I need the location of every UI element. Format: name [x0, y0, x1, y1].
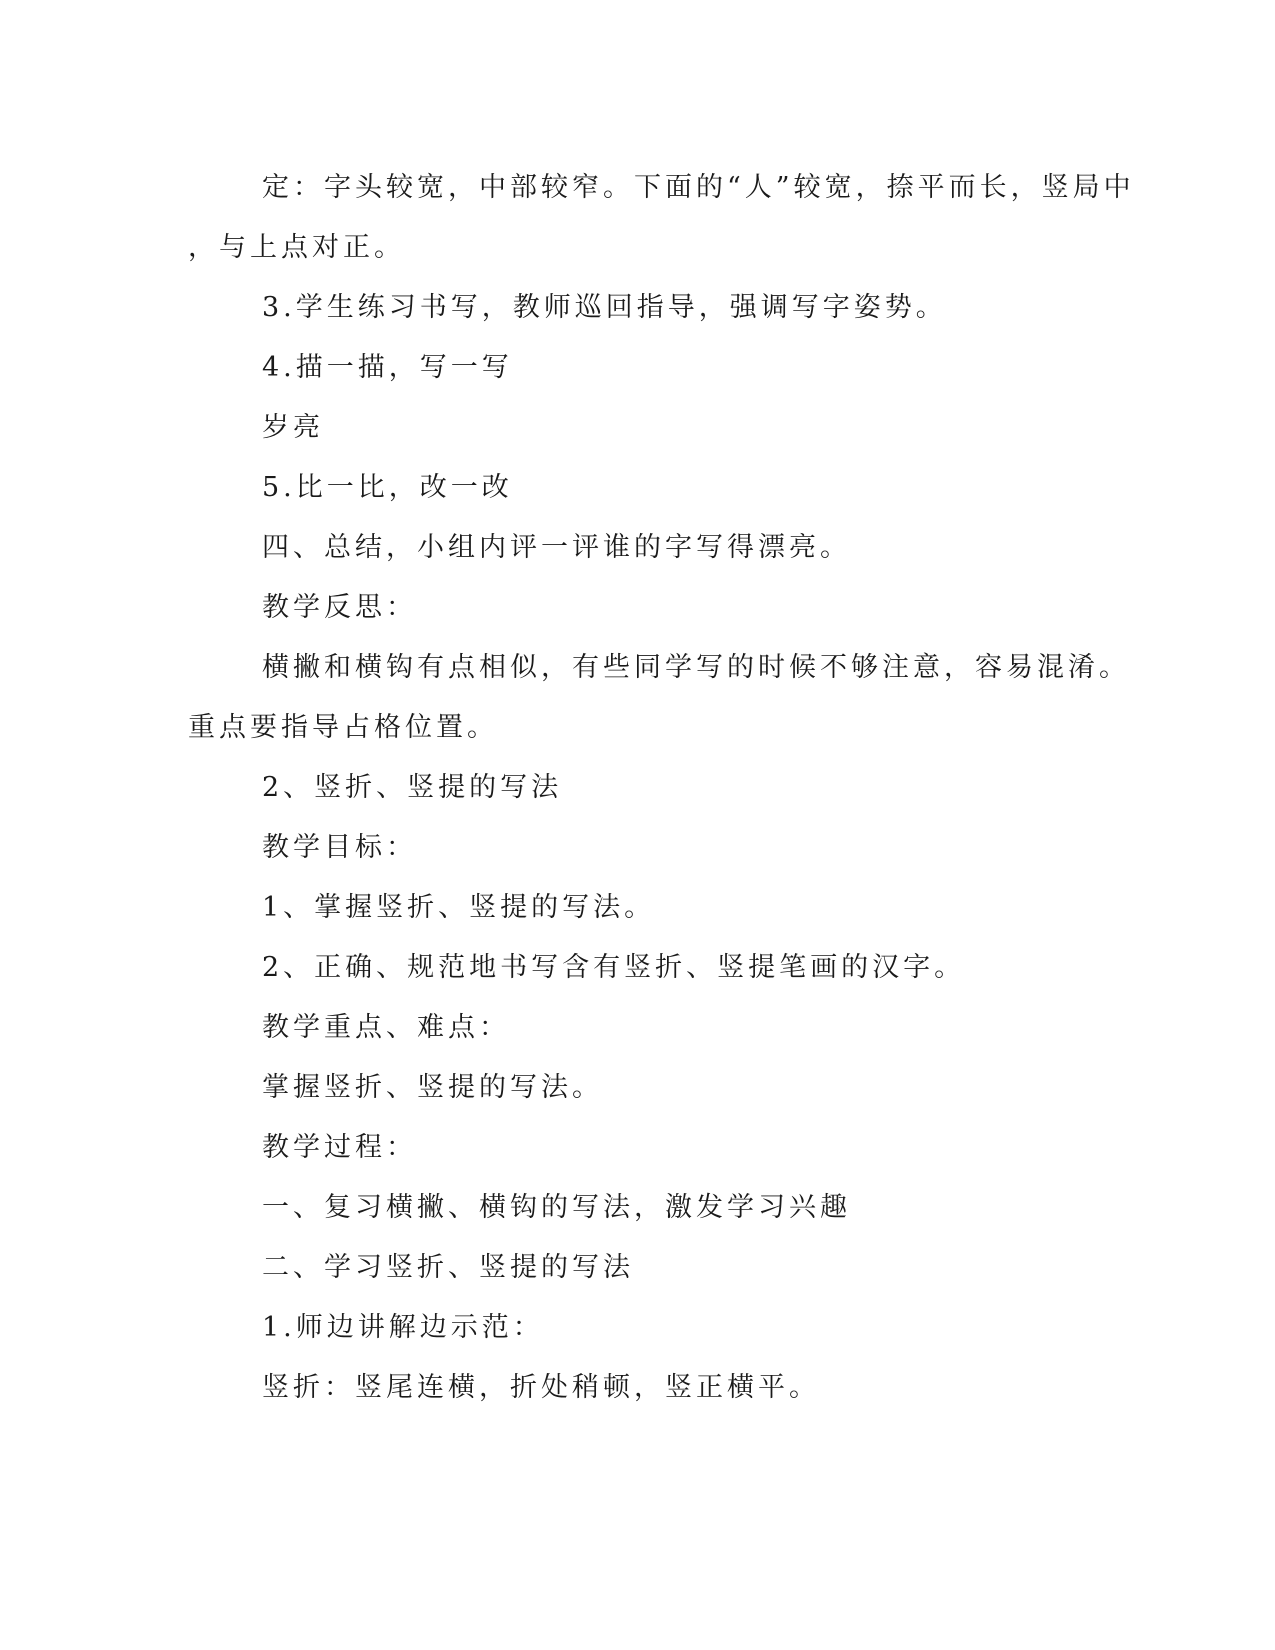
- text-line: 竖折：竖尾连横，折处稍顿，竖正横平。: [262, 1372, 820, 1403]
- text-line: 4.描一描，写一写: [262, 352, 513, 383]
- text-line: 横撇和横钩有点相似，有些同学写的时候不够注意，容易混淆。: [262, 652, 1130, 683]
- text-line: 2、正确、规范地书写含有竖折、竖提笔画的汉字。: [262, 952, 966, 983]
- text-line: 一、复习横撇、横钩的写法，激发学习兴趣: [262, 1192, 851, 1223]
- text-line: 岁亮: [262, 412, 324, 443]
- text-line: 教学反思：: [262, 592, 417, 623]
- text-line: 四、总结，小组内评一评谁的字写得漂亮。: [262, 532, 851, 563]
- text-line: 重点要指导占格位置。: [188, 712, 498, 743]
- text-line: 5.比一比，改一改: [262, 472, 513, 503]
- text-line: 2、竖折、竖提的写法: [262, 772, 563, 803]
- text-line: 1、掌握竖折、竖提的写法。: [262, 892, 656, 923]
- text-line: 3.学生练习书写，教师巡回指导，强调写字姿势。: [262, 292, 947, 323]
- text-line: 定：字头较宽，中部较窄。下面的“人”较宽，捺平而长，竖局中: [262, 172, 1135, 203]
- text-line: 1.师边讲解边示范：: [262, 1312, 544, 1343]
- text-line: 教学目标：: [262, 832, 417, 863]
- text-line: 教学过程：: [262, 1132, 417, 1163]
- text-line: 二、学习竖折、竖提的写法: [262, 1252, 634, 1283]
- text-line: 掌握竖折、竖提的写法。: [262, 1072, 603, 1103]
- text-line: ，与上点对正。: [188, 232, 405, 263]
- text-line: 教学重点、难点：: [262, 1012, 510, 1043]
